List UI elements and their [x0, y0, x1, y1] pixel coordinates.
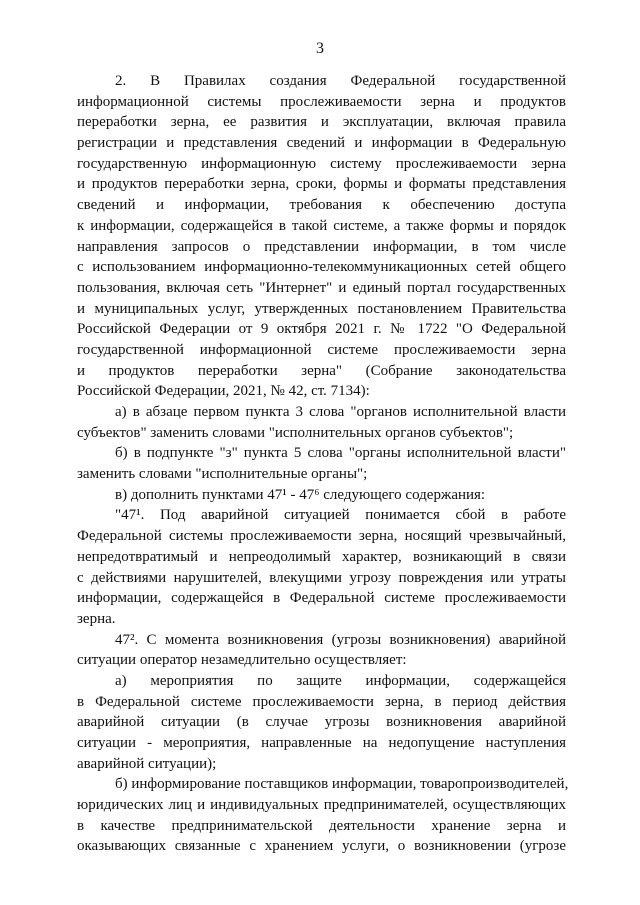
text-line: регистрации и представления сведений и информации в Федеральную	[77, 135, 566, 152]
text-line: аварийной ситуации (в случае угрозы возникновения аварийной	[77, 714, 566, 731]
text-line: государственную информационную систему прослеживаемости зерна	[77, 155, 566, 172]
text-line: к информации, содержащейся в такой системе, а также формы и порядок	[77, 217, 566, 234]
text-line: юридических лиц и индивидуальных предпринимателей, осуществляющих	[77, 797, 566, 814]
text-line: и продуктов переработки зерна" (Собрание законодательства	[77, 362, 566, 379]
text-line: б) информирование поставщиков информации, товаропроизводителей,	[115, 776, 569, 793]
text-line: а) мероприятия по защите информации, содержащейся	[115, 672, 566, 689]
text-line: информации, содержащейся в Федеральной системе прослеживаемости	[77, 590, 566, 607]
page-number: 3	[316, 40, 324, 57]
text-line: с использованием информационно-телекоммуникационных сетей общего	[77, 259, 566, 276]
text-line: аварийной ситуации);	[77, 755, 217, 772]
text-line: сведений и информации, требования к обеспечению доступа	[77, 197, 566, 214]
text-line: "47¹. Под аварийной ситуацией понимается сбой в работе	[115, 507, 566, 524]
text-line: государственной информационной системе прослеживаемости зерна	[77, 341, 566, 358]
text-line: а) в абзаце первом пункта 3 слова "органов исполнительной власти	[115, 404, 566, 420]
text-line: с действиями нарушителей, влекущими угрозу повреждения или утраты	[77, 569, 566, 586]
text-line: непредотвратимый и непреодолимый характер, возникающий в связи	[77, 548, 566, 565]
text-line: в) дополнить пунктами 47¹ - 47⁶ следующего содержания:	[115, 486, 486, 503]
text-line: Российской Федерации, 2021, № 42, ст. 7134):	[77, 383, 370, 400]
text-line: в Федеральной системе прослеживаемости зерна, в период действия	[77, 693, 566, 710]
text-line: пользования, включая сеть "Интернет" и единый портал государственных	[77, 279, 566, 296]
text-line: ситуации - мероприятия, направленные на недопущение наступления	[77, 735, 566, 751]
text-line: информационной системы прослеживаемости зерна и продуктов	[77, 93, 566, 110]
text-line: б) в подпункте "з" пункта 5 слова "органы исполнительной власти"	[115, 445, 566, 462]
text-line: переработки зерна, ее развития и эксплуатации, включая правила	[77, 114, 566, 131]
document-body	[77, 71, 569, 857]
text-line: заменить словами "исполнительные органы";	[77, 466, 368, 483]
text-line: оказывающих связанные с хранением услуги, о возникновении (угрозе	[77, 838, 566, 855]
text-line: ситуации оператор незамедлительно осуществляет:	[77, 652, 407, 669]
text-line: зерна.	[77, 610, 116, 627]
text-line: Российской Федерации от 9 октября 2021 г. № 1722 "О Федеральной	[77, 321, 566, 338]
text-line: в качестве предпринимательской деятельности хранение зерна и	[77, 817, 566, 834]
text-line: и муниципальных услуг, утвержденных постановлением Правительства	[77, 300, 566, 317]
text-line: и продуктов переработки зерна, сроки, формы и форматы представления	[77, 176, 566, 193]
text-line: субъектов" заменить словами "исполнительных органов субъектов";	[77, 424, 514, 441]
text-line: 47². С момента возникновения (угрозы возникновения) аварийной	[115, 631, 566, 648]
text-line: Федеральной системы прослеживаемости зерна, носящий чрезвычайный,	[77, 528, 566, 545]
text-line: 2. В Правилах создания Федеральной государственной	[115, 73, 566, 89]
text-line: направления запросов о представлении информации, в том числе	[77, 238, 566, 255]
